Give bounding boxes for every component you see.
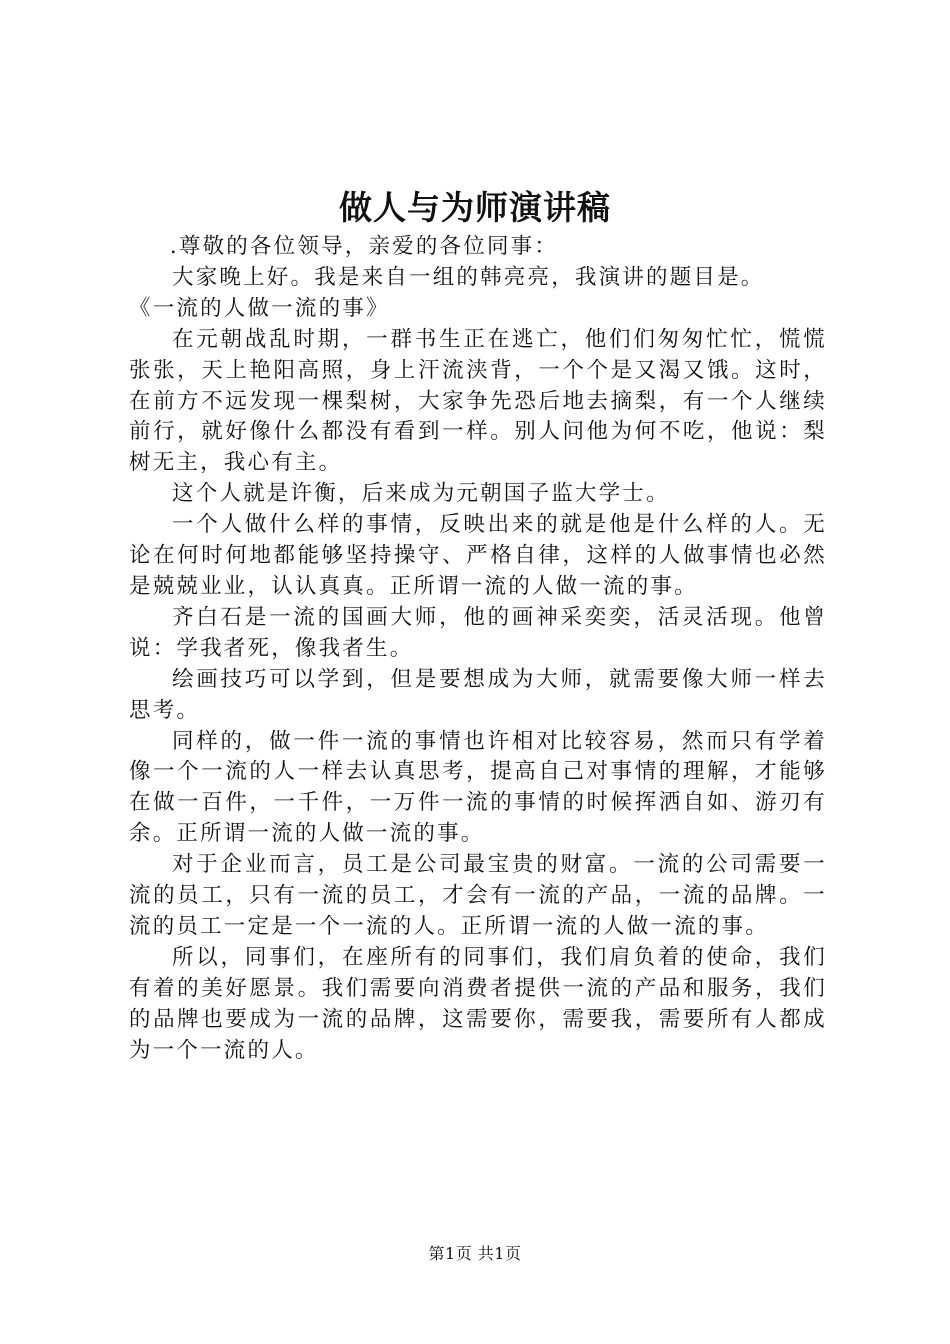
document-title: 做人与为师演讲稿 (339, 188, 611, 227)
page-number-footer: 第1页 共1页 (428, 1244, 522, 1263)
story-paragraph: 在元朝战乱时期，一群书生正在逃亡，他们们匆匆忙忙，慌慌张张，天上艳阳高照，身上汗流浃背，一个个是又渴又饿。这时，在前方不远发现一棵梨树，大家争先恐后地去摘梨，有一个人继续前行，就好像什么都没有看到一样。别人问他为何不吃，他说：梨树无主，我心有主。 (129, 326, 827, 476)
opening-paragraph: 大家晚上好。我是来自一组的韩亮亮，我演讲的题目是。 (172, 264, 765, 290)
enterprise-paragraph: 对于企业而言，员工是公司最宝贵的财富。一流的公司需要一流的员工，只有一流的员工，才会有一流的产品，一流的品牌。一流的员工一定是一个一流的人。正所谓一流的人做一流的事。 (129, 852, 827, 939)
document-body (129, 232, 827, 1066)
xuheng-paragraph: 这个人就是许衡，后来成为元朝国子监大学士。 (172, 481, 670, 507)
speech-topic-line: 《一流的人做一流的事》 (129, 295, 390, 321)
qibaishi-paragraph: 齐白石是一流的国画大师，他的画神采奕奕，活灵活现。他曾说：学我者死，像我者生。 (129, 604, 827, 661)
thinking-paragraph: 同样的，做一件一流的事情也许相对比较容易，然而只有学着像一个一流的人一样去认真思考，提高自己对事情的理解，才能够在做一百件，一千件，一万件一流的事情的时候挥洒自如、游刃有余。正所谓一流的人做一流的事。 (129, 728, 827, 847)
closing-paragraph: 所以，同事们，在座所有的同事们，我们肩负着的使命，我们有着的美好愿景。我们需要向消费者提供一流的产品和服务，我们的品牌也要成为一流的品牌，这需要你，需要我，需要所有人都成为一个一流的人。 (129, 944, 827, 1063)
character-paragraph: 一个人做什么样的事情，反映出来的就是他是什么样的人。无论在何时何地都能够坚持操守、严格自律，这样的人做事情也必然是兢兢业业，认认真真。正所谓一流的人做一流的事。 (129, 512, 827, 599)
greeting-paragraph: .尊敬的各位领导，亲爱的各位同事： (169, 234, 559, 259)
painting-paragraph: 绘画技巧可以学到，但是要想成为大师，就需要像大师一样去思考。 (129, 666, 827, 723)
